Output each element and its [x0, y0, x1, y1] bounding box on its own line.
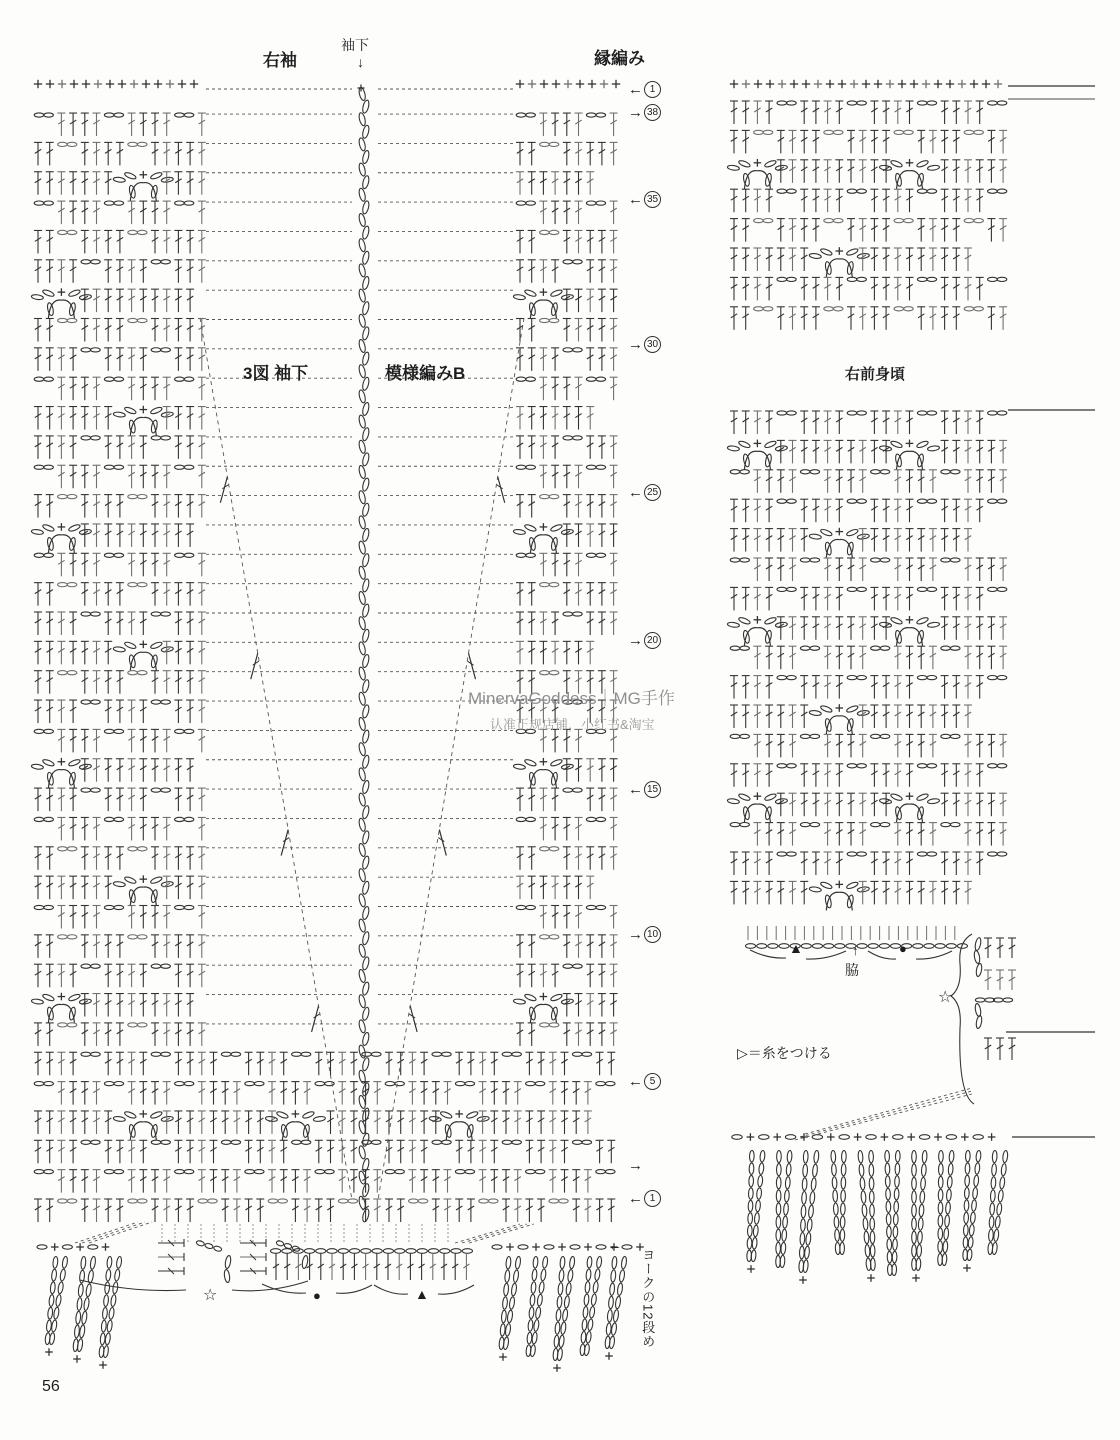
attach-yarn-note: ▷＝糸をつける: [737, 1045, 832, 1061]
watermark-line1: MinervaGoddess｜MG手作: [468, 689, 675, 708]
circled-row-number: 1: [644, 81, 661, 98]
marker-arrow-icon: ←: [628, 781, 641, 798]
circled-row-number: 25: [644, 484, 661, 501]
marker-arrow-icon: ←: [628, 81, 641, 98]
marker-arrow-icon: →: [628, 336, 641, 353]
figure-caption: 3図 袖下: [243, 364, 309, 383]
marker-arrow-icon: →: [628, 632, 641, 649]
left-arrow-icon: ←: [608, 1237, 622, 1253]
marker-arrow-icon: ←: [628, 1073, 641, 1090]
circled-row-number: 38: [644, 104, 661, 121]
down-arrow-icon: ↓: [357, 54, 364, 70]
marker-arrow-icon: →: [628, 104, 641, 121]
row-marker-5: [628, 1073, 661, 1090]
watermark-line2: 认准正规店铺，小红书&淘宝: [490, 717, 655, 732]
edge-crochet-label: 縁編み: [594, 49, 645, 68]
triangle-marker: ▲: [789, 940, 803, 956]
left-chart-title: 右袖: [263, 51, 297, 70]
star-marker: ☆: [938, 989, 953, 1006]
circled-row-number: 5: [644, 1073, 661, 1090]
circled-row-number: 15: [644, 781, 661, 798]
right-chart-title: 右前身頃: [845, 366, 906, 383]
page-number: 56: [42, 1378, 60, 1395]
row-marker-25: [628, 484, 661, 501]
dot-marker: ●: [899, 941, 907, 956]
marker-arrow-icon: ←: [628, 191, 641, 208]
up-arrow-icon: ↑: [852, 943, 859, 958]
row-marker-1: [628, 81, 661, 98]
row-marker-15: [628, 781, 661, 798]
row-marker-plain: [628, 1157, 641, 1174]
circled-row-number: 1: [644, 1190, 661, 1207]
marker-arrow-icon: →: [628, 1157, 641, 1174]
row-marker-38: [628, 104, 661, 121]
row-marker-35: [628, 191, 661, 208]
star-marker-bottom: ☆: [203, 1287, 218, 1304]
circled-row-number: 10: [644, 926, 661, 943]
marker-arrow-icon: ←: [628, 484, 641, 501]
row-marker-20: [628, 632, 661, 649]
circled-row-number: 30: [644, 336, 661, 353]
circled-row-number: 20: [644, 632, 661, 649]
yoke-row-note: ヨークの12段め: [640, 1248, 656, 1349]
row-marker-30: [628, 336, 661, 353]
circled-row-number: 35: [644, 191, 661, 208]
sleeve-underarm-label: 袖下: [341, 37, 369, 53]
pattern-b-label: 模様編みB: [385, 364, 466, 383]
marker-arrow-icon: →: [628, 926, 641, 943]
row-marker-10: [628, 926, 661, 943]
row-marker-1: [628, 1190, 661, 1207]
dot-marker-bottom: ●: [313, 1288, 321, 1303]
marker-arrow-icon: ←: [628, 1190, 641, 1207]
side-label: 脇: [845, 962, 859, 978]
triangle-marker-bottom: ▲: [415, 1286, 429, 1302]
